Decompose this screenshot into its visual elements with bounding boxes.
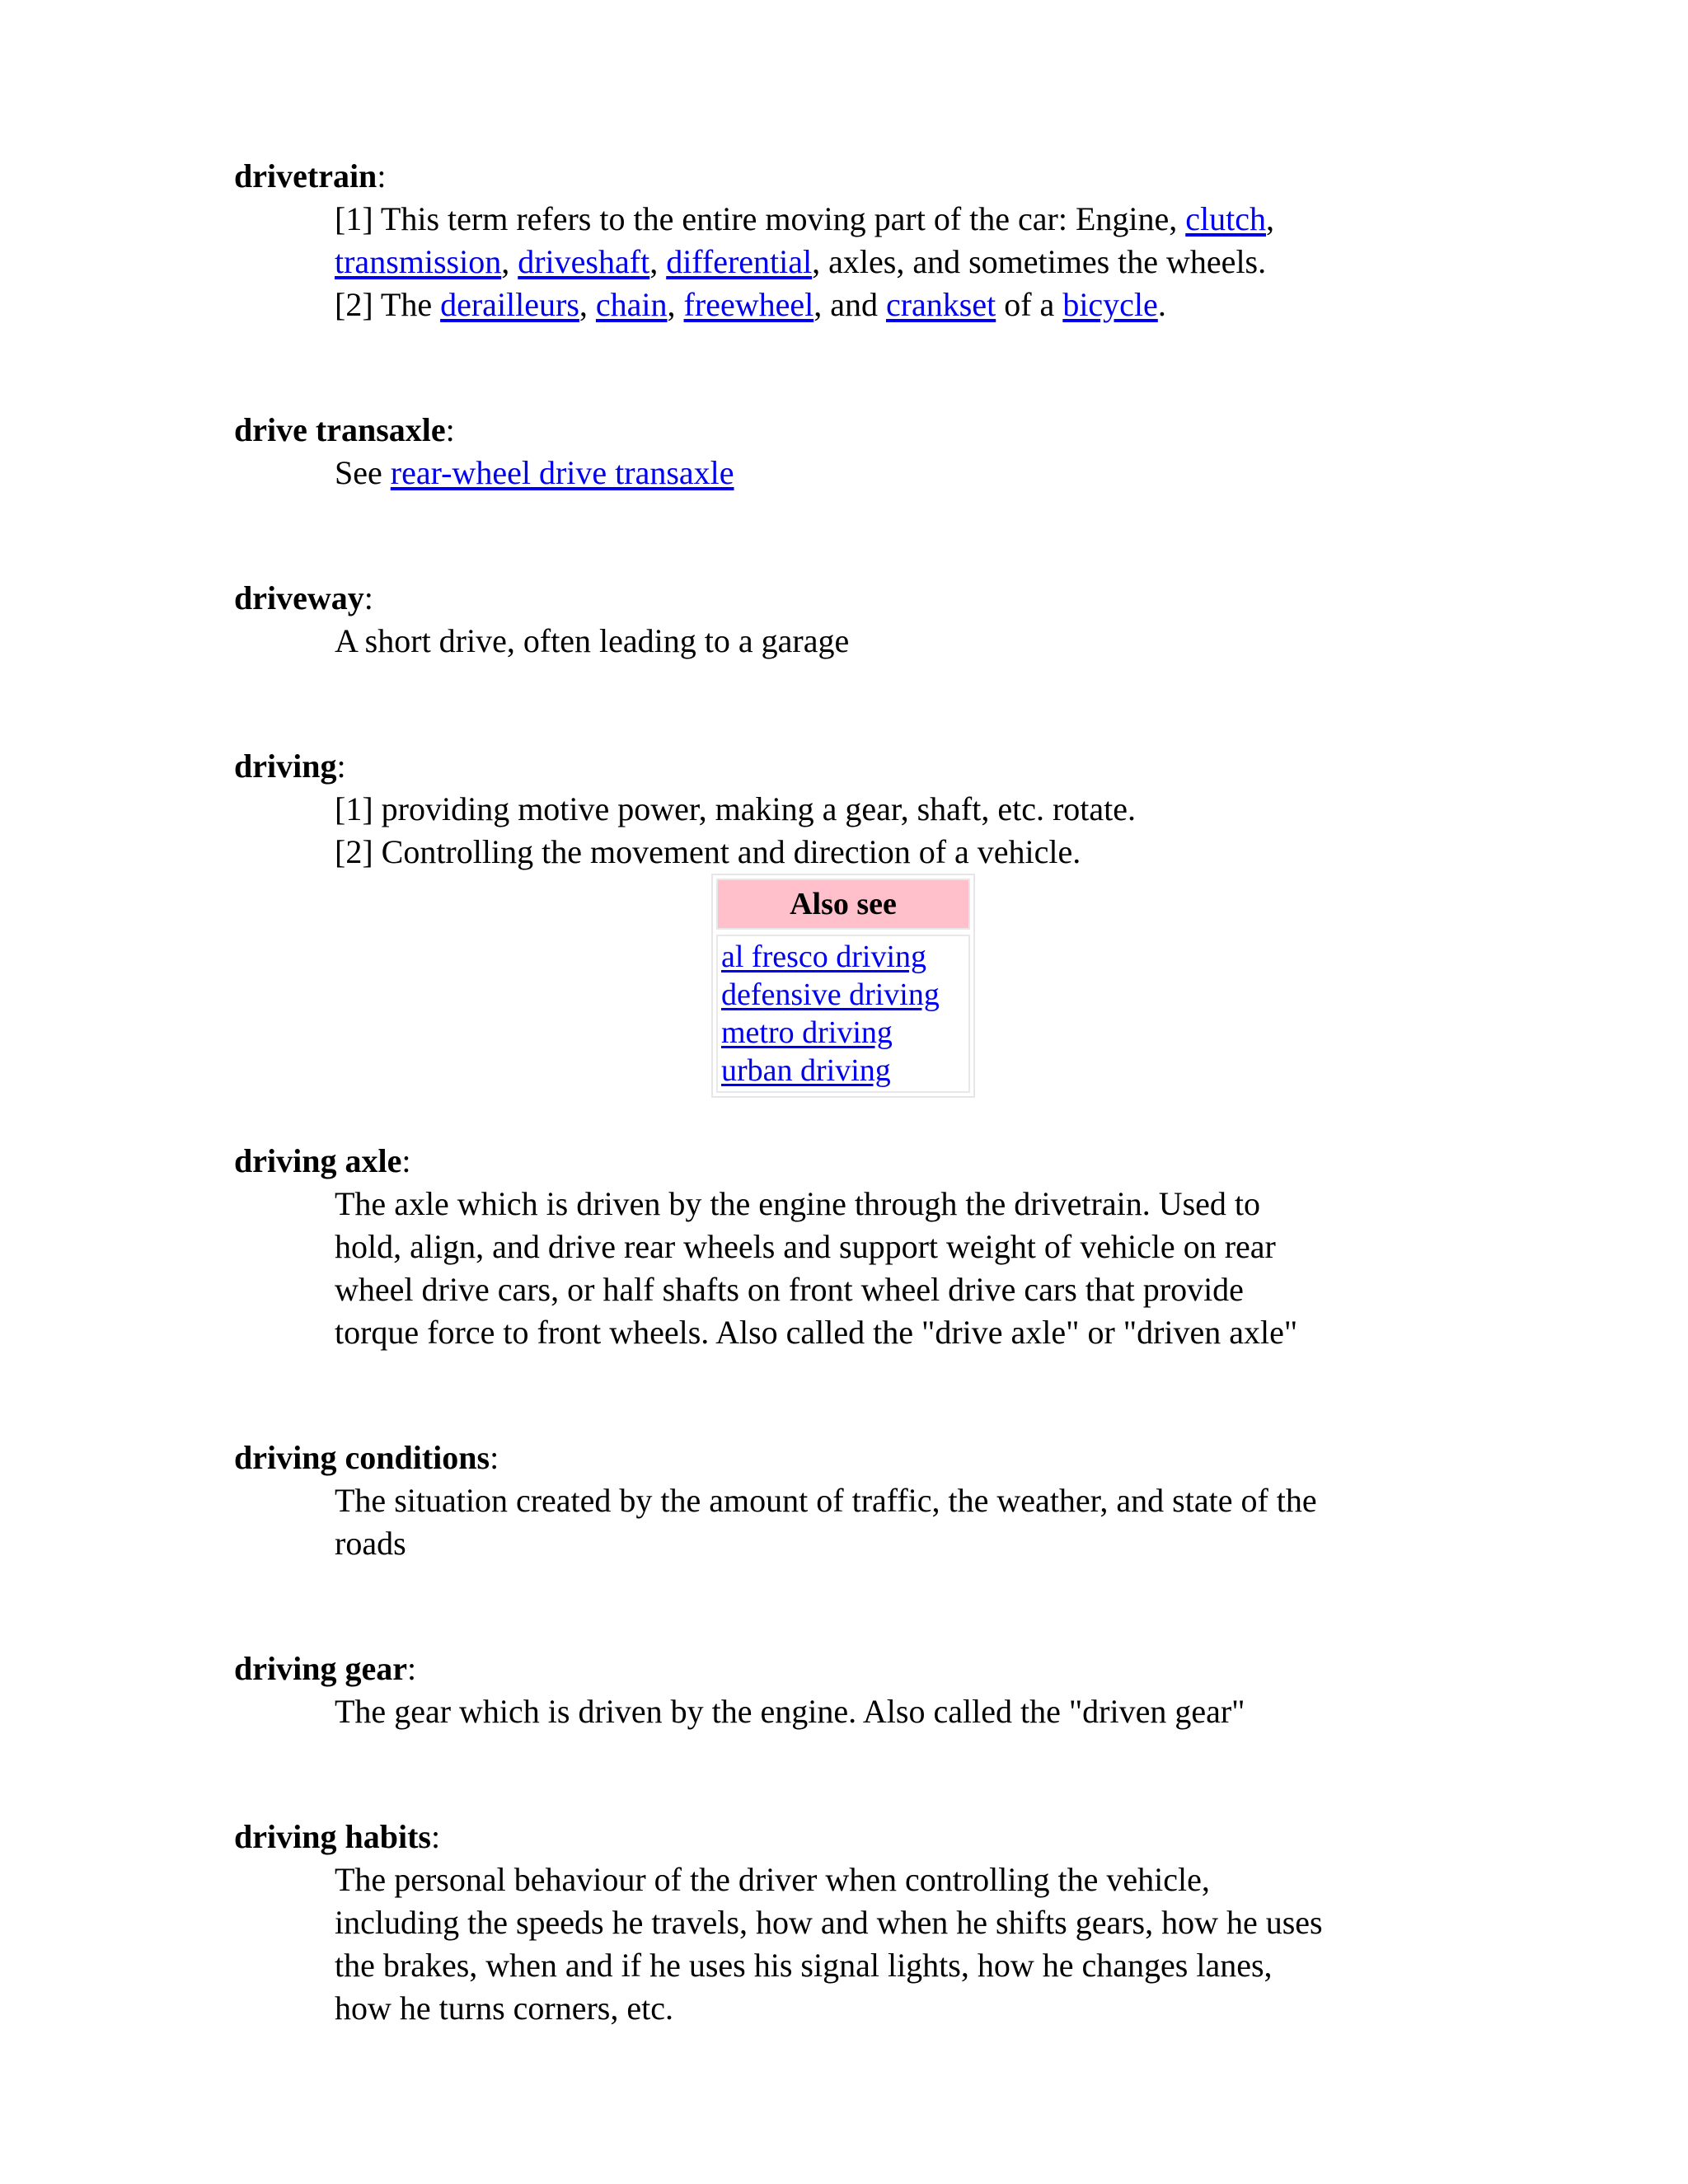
term-heading: driving habits: [234,1818,441,1855]
entry-driveway [234,577,1470,663]
definition: A short drive, often leading to a garage [335,622,850,659]
also-see-link-al-fresco-driving[interactable]: al fresco driving [721,940,927,974]
entry-drivetrain [234,155,1470,326]
definition: The situation created by the amount of traffic, the weather, and state of the roads [335,1482,1317,1562]
definition: See rear-wheel drive transaxle [335,454,734,491]
link-derailleurs[interactable]: derailleurs [440,286,579,323]
term-name: driving gear [234,1650,407,1687]
term-heading: driving conditions: [234,1439,499,1476]
definition: The personal behaviour of the driver when controlling the vehicle, including the speeds he travels, how and when he shifts gears, how he uses the brakes, when and if he uses his signal lights, how he changes lanes, how he turns corners, etc. [335,1861,1323,2027]
link-driveshaft[interactable]: driveshaft [518,243,650,280]
link-freewheel[interactable]: freewheel [683,286,814,323]
link-rear-wheel-drive-transaxle[interactable]: rear-wheel drive transaxle [390,454,734,491]
term-heading: driving gear: [234,1650,417,1687]
also-see-section [234,874,1470,1094]
term-name: drive transaxle [234,411,446,448]
also-see-link-defensive-driving[interactable]: defensive driving [721,977,940,1012]
link-crankset[interactable]: crankset [885,286,996,323]
definition: The gear which is driven by the engine. Also called the "driven gear" [335,1693,1245,1730]
entry-driving-axle [234,1140,1470,1354]
term-name: driving axle [234,1142,402,1179]
link-bicycle[interactable]: bicycle [1062,286,1158,323]
definition: [1] This term refers to the entire moving part of the car: Engine, clutch, transmission, driveshaft, differential, axles, and sometimes the wheels. [2] The derailleurs, chain, freewheel, and crankset of a bicycle. [335,200,1274,323]
term-name: driving [234,748,337,785]
entry-drive-transaxle [234,409,1470,494]
definition: The axle which is driven by the engine through the drivetrain. Used to hold, align, and drive rear wheels and support weight of vehicle on rear wheel drive cars, or half shafts on front wheel drive cars that provide torque force to front wheels. Also called the "drive axle" or "driven axle" [335,1185,1298,1351]
term-name: driveway [234,579,364,616]
term-name: drivetrain [234,157,377,194]
entry-driving-gear [234,1647,1470,1733]
definition: [1] providing motive power, making a gear, shaft, etc. rotate. [2] Controlling the movement and direction of a vehicle. [335,790,1137,870]
term-name: driving conditions [234,1439,490,1476]
glossary-page [234,155,1470,2030]
link-transmission[interactable]: transmission [335,243,502,280]
link-clutch[interactable]: clutch [1185,200,1266,237]
link-chain[interactable]: chain [595,286,668,323]
also-see-list [716,935,970,1093]
also-see-heading: Also see [716,879,970,930]
link-differential[interactable]: differential [666,243,813,280]
also-see-box [711,874,975,1098]
also-see-link-urban-driving[interactable]: urban driving [721,1053,891,1088]
term-name: driving habits [234,1818,431,1855]
term-heading: drive transaxle: [234,411,455,448]
term-heading: drivetrain: [234,157,387,194]
term-heading: driveway: [234,579,373,616]
entry-driving-habits [234,1816,1470,2030]
also-see-link-metro-driving[interactable]: metro driving [721,1015,893,1050]
entry-driving-conditions [234,1436,1470,1565]
entry-driving [234,745,1470,874]
term-heading: driving: [234,748,346,785]
term-heading: driving axle: [234,1142,411,1179]
